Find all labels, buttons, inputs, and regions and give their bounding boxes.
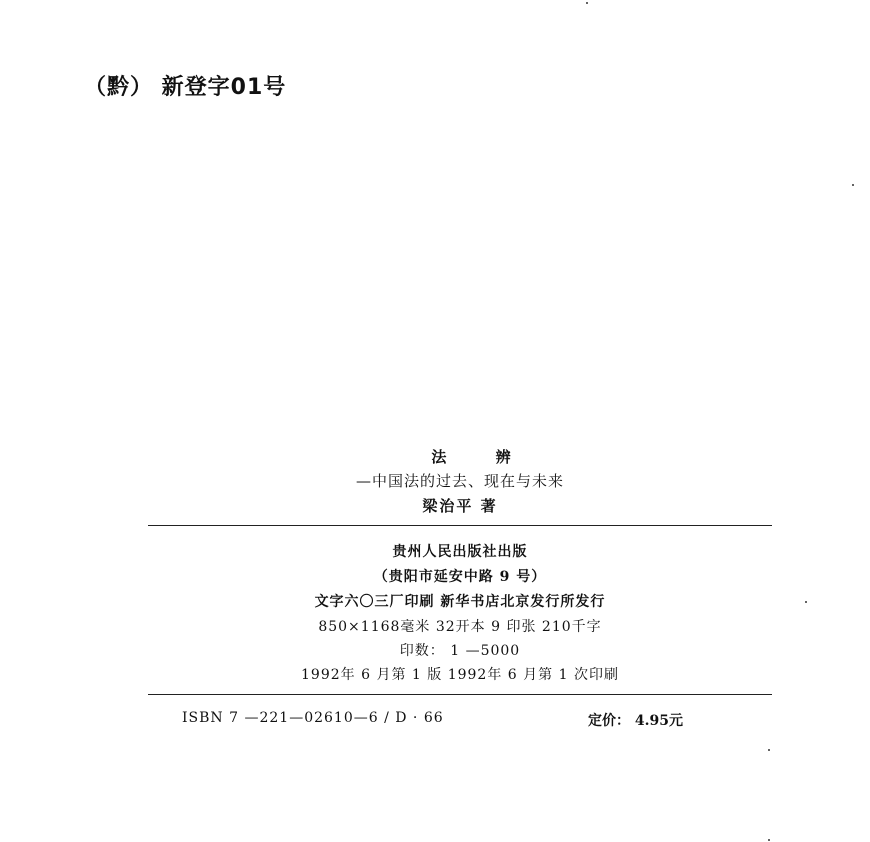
book-author: 梁治平 著	[422, 497, 498, 515]
imprint-format: 850×1168毫米 32开本 9 印张 210千字	[318, 619, 602, 635]
book-title: 法 辨	[431, 448, 533, 466]
scan-speck	[586, 2, 588, 4]
scan-speck	[768, 839, 770, 841]
scan-speck	[768, 749, 770, 751]
top-rule	[148, 525, 772, 526]
registration-number: （黔） 新登字01号	[84, 75, 287, 100]
price: 定价： 4.95元	[588, 713, 683, 729]
scan-speck	[852, 184, 854, 186]
imprint-publisher: 贵州人民出版社出版	[392, 544, 528, 560]
isbn: ISBN 7 —221—02610—6 / D · 66	[182, 710, 444, 726]
imprint-printer-distributor: 文字六〇三厂印刷 新华书店北京发行所发行	[314, 594, 606, 610]
imprint-address: （贵阳市延安中路 9 号）	[373, 569, 547, 585]
imprint-edition: 1992年 6 月第 1 版 1992年 6 月第 1 次印刷	[301, 667, 619, 683]
scan-speck	[805, 601, 807, 603]
bottom-rule	[148, 694, 772, 695]
imprint-copies: 印数： 1 —5000	[399, 643, 521, 659]
book-subtitle: —中国法的过去、现在与未来	[355, 472, 564, 490]
